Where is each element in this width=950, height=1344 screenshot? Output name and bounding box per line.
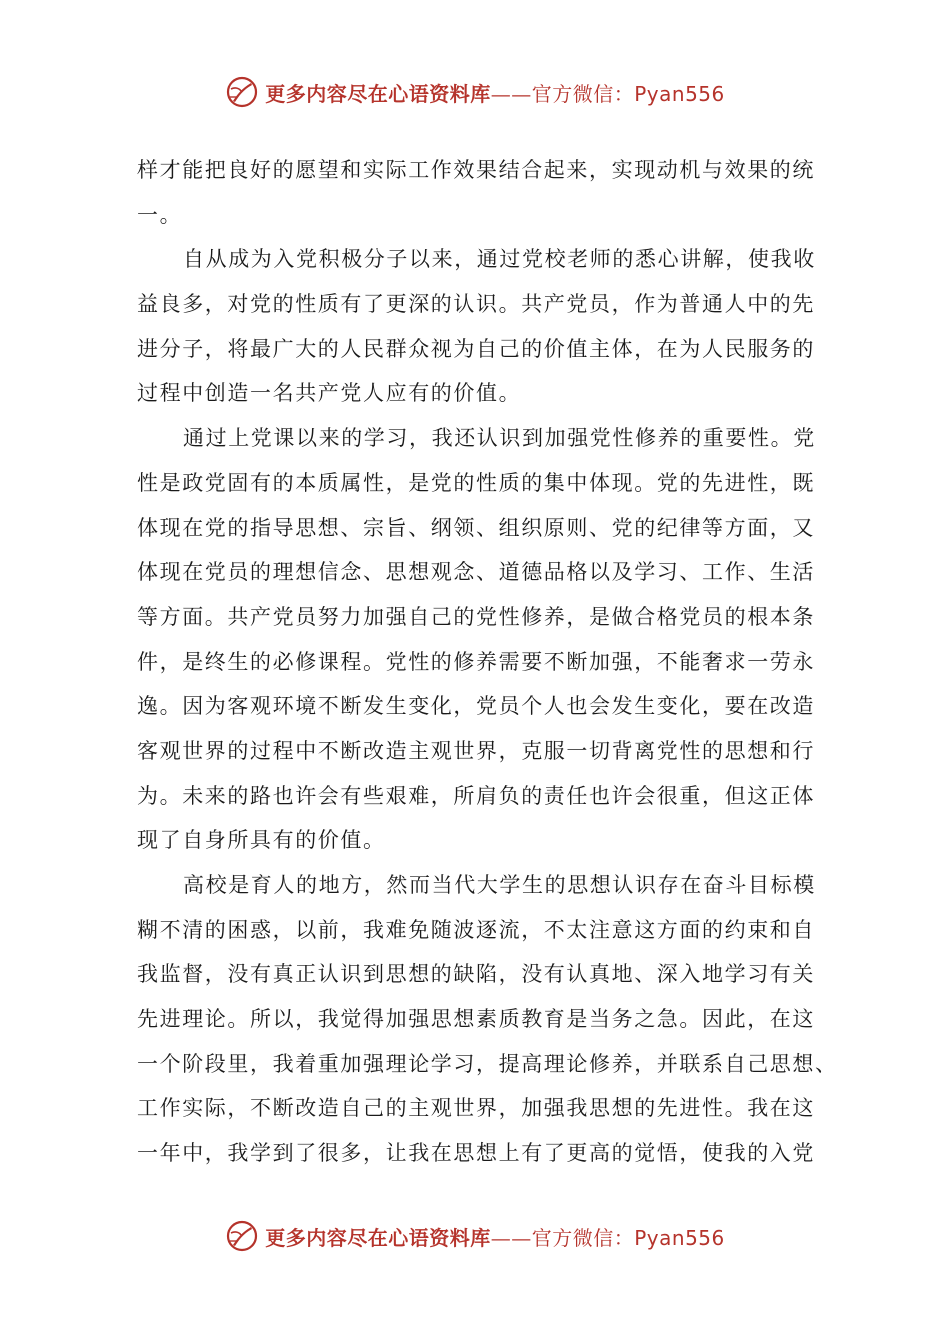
banner-separator: —— <box>490 1225 532 1250</box>
banner-wechat-label: 官方微信： <box>531 81 635 106</box>
text-line: 体现在党员的理想信念、思想观念、道德品格以及学习、工作、生活 <box>137 560 815 585</box>
text-line: 样才能把良好的愿望和实际工作效果结合起来，实现动机与效果的统 <box>137 158 815 182</box>
banner-wechat-label: 官方微信： <box>531 1225 635 1250</box>
text-line: 客观世界的过程中不断改造主观世界，克服一切背离党性的思想和行 <box>137 738 815 763</box>
text-line: 进分子，将最广大的人民群众视为自己的价值主体，在为人民服务的 <box>137 336 815 361</box>
text-line: 现了自身所具有的价值。 <box>137 828 386 853</box>
banner-text <box>265 1222 725 1251</box>
text-line: 糊不清的困惑，以前，我难免随波逐流，不太注意这方面的约束和自 <box>137 917 815 942</box>
text-line: 先进理论。所以，我觉得加强思想素质教育是当务之急。因此，在这 <box>137 1007 815 1032</box>
text-line: 体现在党的指导思想、宗旨、纲领、组织原则、党的纪律等方面，又 <box>137 515 815 540</box>
text-line: 益良多，对党的性质有了更深的认识。共产党员，作为普通人中的先 <box>137 292 815 317</box>
document-body <box>137 148 838 1176</box>
paragraph-start-line: 自从成为入党积极分子以来，通过党校老师的悉心讲解，使我收 <box>183 247 816 272</box>
banner-text <box>265 78 725 107</box>
text-line: 件，是终生的必修课程。党性的修养需要不断加强，不能奢求一劳永 <box>137 649 815 674</box>
text-line: 过程中创造一名共产党人应有的价值。 <box>137 381 522 406</box>
banner-main-text: 更多内容尽在心语资料库 <box>265 1225 491 1250</box>
text-line: 为。未来的路也许会有些艰难，所肩负的责任也许会很重，但这正体 <box>137 783 815 808</box>
banner-separator: —— <box>490 81 532 106</box>
pen-logo-icon <box>225 75 259 109</box>
paragraph-start-line: 通过上党课以来的学习，我还认识到加强党性修养的重要性。党 <box>183 426 816 451</box>
banner-wechat-id: Pyan556 <box>634 81 725 106</box>
text-line: 性是政党固有的本质属性，是党的性质的集中体现。党的先进性，既 <box>137 470 815 495</box>
text-line: 工作实际，不断改造自己的主观世界，加强我思想的先进性。我在这 <box>137 1096 815 1121</box>
text-line: 一年中，我学到了很多，让我在思想上有了更高的觉悟，使我的入党 <box>137 1141 815 1166</box>
text-line: 我监督，没有真正认识到思想的缺陷，没有认真地、深入地学习有关 <box>137 962 815 987</box>
text-line: 逸。因为客观环境不断发生变化，党员个人也会发生变化，要在改造 <box>137 694 815 719</box>
text-line: 等方面。共产党员努力加强自己的党性修养，是做合格党员的根本条 <box>137 604 815 629</box>
header-banner <box>0 72 950 112</box>
pen-logo-icon <box>225 1219 259 1253</box>
footer-banner <box>0 1216 950 1256</box>
banner-main-text: 更多内容尽在心语资料库 <box>265 81 491 106</box>
banner-wechat-id: Pyan556 <box>634 1225 725 1250</box>
text-line: 一个阶段里，我着重加强理论学习，提高理论修养，并联系自己思想、 <box>137 1051 838 1076</box>
text-line: 一。 <box>137 202 183 227</box>
paragraph-start-line: 高校是育人的地方，然而当代大学生的思想认识存在奋斗目标模 <box>183 873 816 897</box>
